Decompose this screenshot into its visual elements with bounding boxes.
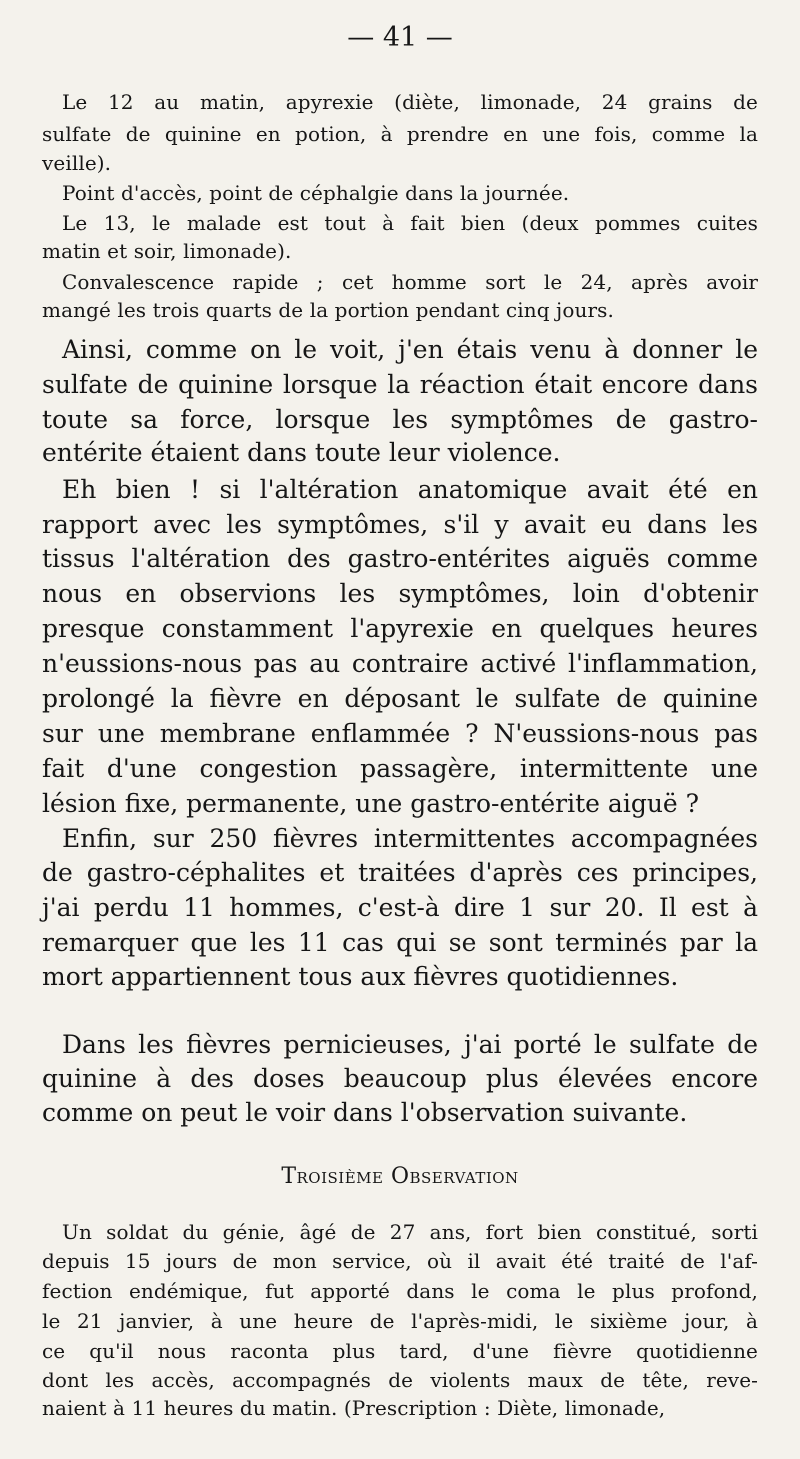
text-line: de gastro-céphalites et traitées d'après ces principes, [42, 858, 758, 887]
text-line: le 21 janvier, à une heure de l'après-midi, le sixième jour, à [42, 1309, 758, 1333]
text-line: rapport avec les symptômes, s'il y avait eu dans les [42, 510, 758, 539]
text-line: toute sa force, lorsque les symptômes de gastro- [42, 405, 758, 434]
text-line: sur une membrane enflammée ? N'eussions-nous pas [42, 719, 758, 748]
text-line: mangé les trois quarts de la portion pendant cinq jours. [42, 298, 614, 322]
text-line: Eh bien ! si l'altération anatomique avait été en [62, 475, 758, 504]
text-line: ce qu'il nous raconta plus tard, d'une fièvre quotidienne [42, 1339, 758, 1363]
text-line: Dans les fièvres pernicieuses, j'ai porté le sulfate de [62, 1030, 758, 1059]
text-line: Le 12 au matin, apyrexie (diète, limonade, 24 grains de [62, 90, 758, 114]
text-line: Convalescence rapide ; cet homme sort le 24, après avoir [62, 270, 758, 294]
text-line: entérite étaient dans toute leur violence. [42, 438, 561, 467]
text-line: dont les accès, accompagnés de violents maux de tête, reve- [42, 1368, 758, 1392]
text-line: depuis 15 jours de mon service, où il avait été traité de l'af- [42, 1249, 758, 1273]
text-line: remarquer que les 11 cas qui se sont terminés par la [42, 928, 758, 957]
text-line: sulfate de quinine lorsque la réaction était encore dans [42, 370, 758, 399]
text-line: Enfin, sur 250 fièvres intermittentes accompagnées [62, 824, 758, 853]
text-line: quinine à des doses beaucoup plus élevées encore [42, 1064, 758, 1093]
text-line: fait d'une congestion passagère, intermittente une [42, 754, 758, 783]
text-line: n'eussions-nous pas au contraire activé l'inflammation, [42, 649, 758, 678]
text-line: Un soldat du génie, âgé de 27 ans, fort bien constitué, sorti [62, 1220, 758, 1244]
text-line: nous en observions les symptômes, loin d'obtenir [42, 579, 758, 608]
text-line: lésion fixe, permanente, une gastro-entérite aiguë ? [42, 789, 700, 818]
text-line: prolongé la fièvre en déposant le sulfate de quinine [42, 684, 758, 713]
text-line: Ainsi, comme on le voit, j'en étais venu à donner le [62, 335, 758, 364]
page-number: — 41 — [347, 22, 453, 53]
text-line: sulfate de quinine en potion, à prendre en une fois, comme la [42, 122, 758, 146]
text-line: j'ai perdu 11 hommes, c'est-à dire 1 sur 20. Il est à [42, 893, 758, 922]
text-line: fection endémique, fut apporté dans le coma le plus profond, [42, 1279, 758, 1303]
text-line: Point d'accès, point de céphalgie dans la journée. [62, 181, 570, 205]
text-line: Le 13, le malade est tout à fait bien (deux pommes cuites [62, 211, 758, 235]
text-line: comme on peut le voir dans l'observation suivante. [42, 1098, 688, 1127]
text-line: veille). [42, 151, 112, 175]
text-line: mort appartiennent tous aux fièvres quotidiennes. [42, 962, 679, 991]
text-line: naient à 11 heures du matin. (Prescription : Diète, limonade, [42, 1396, 666, 1420]
text-line: presque constamment l'apyrexie en quelques heures [42, 614, 758, 643]
section-heading: Troisième Observation [281, 1164, 519, 1189]
text-line: matin et soir, limonade). [42, 239, 292, 263]
text-line: tissus l'altération des gastro-entérites aiguës comme [42, 544, 758, 573]
